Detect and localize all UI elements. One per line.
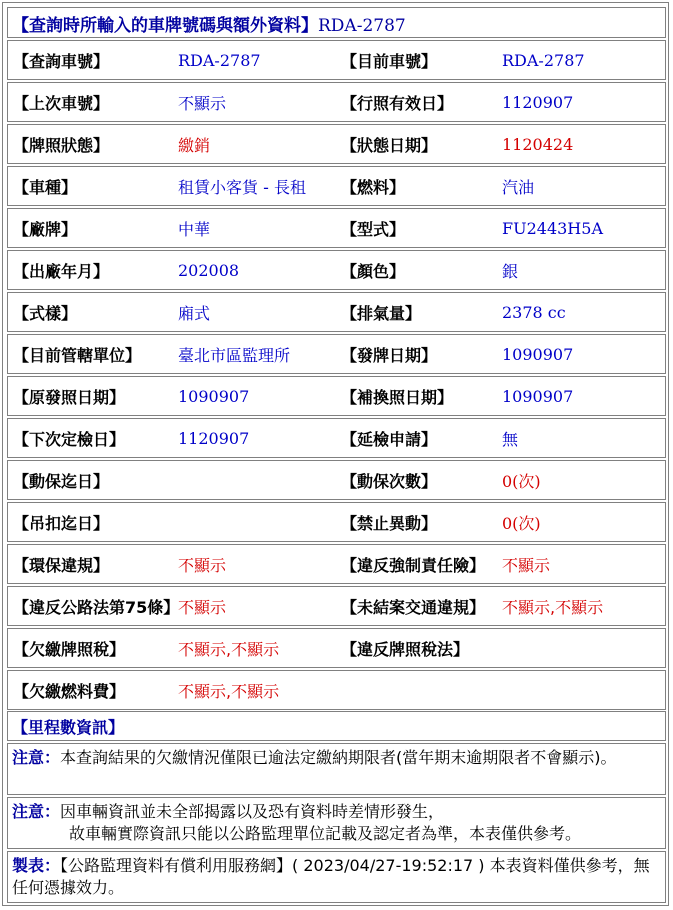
left-field-value: 廂式 <box>178 303 211 323</box>
right-field-label: 【型式】 <box>341 219 406 239</box>
table-row <box>7 208 666 248</box>
mileage-heading: 【里程數資訊】 <box>12 717 125 737</box>
table-row <box>7 376 666 416</box>
page-title-plate: RDA-2787 <box>318 16 406 36</box>
left-field-label: 【上次車號】 <box>13 93 110 113</box>
left-field-label: 【廠牌】 <box>13 219 78 239</box>
left-field-label: 【欠繳牌照稅】 <box>13 639 126 659</box>
right-field-value: 2378 cc <box>502 302 566 322</box>
right-field-value: 0(次) <box>502 513 541 533</box>
left-field-value: 不顯示,不顯示 <box>178 639 280 659</box>
left-field-label: 【目前管轄單位】 <box>13 345 142 365</box>
right-field-label: 【補換照日期】 <box>341 387 454 407</box>
right-field-label: 【狀態日期】 <box>341 135 438 155</box>
right-field-label: 【顏色】 <box>341 261 406 281</box>
left-field-value: 中華 <box>178 219 211 239</box>
note-prefix: 製表： <box>12 856 61 875</box>
right-field-value: 1120907 <box>502 92 574 112</box>
left-field-label: 【吊扣迄日】 <box>13 513 110 533</box>
left-field-label: 【違反公路法第75條】 <box>13 597 180 617</box>
right-field-value: 無 <box>502 429 519 449</box>
page-title-label: 【查詢時所輸入的車牌號碼與額外資料】 <box>12 16 318 36</box>
table-row <box>7 586 666 626</box>
note-disclaimer <box>7 797 666 849</box>
left-field-value: 1090907 <box>178 386 250 406</box>
table-row <box>7 82 666 122</box>
left-field-value: 202008 <box>178 260 240 280</box>
table-row <box>7 628 666 668</box>
table-row <box>7 418 666 458</box>
left-field-value: 臺北市區監理所 <box>178 345 291 365</box>
note-line-1: 因車輛資訊並未全部揭露以及恐有資料時差情形發生， <box>60 802 445 821</box>
table-row <box>7 124 666 164</box>
right-field-label: 【未結案交通違規】 <box>341 597 486 617</box>
note-prefix: 注意： <box>12 802 61 821</box>
right-field-value: 銀 <box>502 261 519 281</box>
right-field-label: 【延檢申請】 <box>341 429 438 449</box>
left-field-label: 【欠繳燃料費】 <box>13 681 126 701</box>
left-field-label: 【原發照日期】 <box>13 387 126 407</box>
left-field-value: 不顯示 <box>178 93 227 113</box>
table-row <box>7 670 666 710</box>
right-field-label: 【燃料】 <box>341 177 406 197</box>
table-row <box>7 502 666 542</box>
mileage-row <box>7 711 666 741</box>
left-field-label: 【出廠年月】 <box>13 261 110 281</box>
note-line-2: 故車輛實際資訊只能以公路監理單位記載及認定者為準，本表僅供參考。 <box>69 824 582 843</box>
left-field-label: 【環保違規】 <box>13 555 110 575</box>
right-field-value: 汽油 <box>502 177 535 197</box>
right-field-label: 【排氣量】 <box>341 303 422 323</box>
table-row <box>7 166 666 206</box>
left-field-value: 1120907 <box>178 428 250 448</box>
note-overdue-text <box>12 747 659 769</box>
note-disclaimer-text <box>12 801 659 845</box>
table-row <box>7 460 666 500</box>
left-field-value: 租賃小客貨 - 長租 <box>178 177 306 197</box>
table-row <box>7 250 666 290</box>
left-field-value: 繳銷 <box>178 135 211 155</box>
note-source-text <box>12 855 659 899</box>
right-field-label: 【禁止異動】 <box>341 513 438 533</box>
left-field-label: 【動保迄日】 <box>13 471 110 491</box>
right-field-label: 【行照有效日】 <box>341 93 454 113</box>
left-field-value: 不顯示 <box>178 597 227 617</box>
note-source <box>7 851 666 903</box>
right-field-label: 【動保次數】 <box>341 471 438 491</box>
title-row <box>7 7 666 38</box>
table-row <box>7 40 666 80</box>
right-field-label: 【違反強制責任險】 <box>341 555 486 575</box>
table-row <box>7 334 666 374</box>
page-title <box>12 11 406 36</box>
left-field-label: 【牌照狀態】 <box>13 135 110 155</box>
right-field-value: 0(次) <box>502 471 541 491</box>
right-field-value: 不顯示 <box>502 555 551 575</box>
left-field-value: RDA-2787 <box>178 50 261 70</box>
left-field-value: 不顯示,不顯示 <box>178 681 280 701</box>
note-body: 本查詢結果的欠繳情況僅限已逾法定繳納期限者(當年期末逾期限者不會顯示)。 <box>60 748 617 767</box>
note-prefix: 注意： <box>12 748 61 767</box>
right-field-value: 1120424 <box>502 134 574 154</box>
note-body: 【公路監理資料有償利用服務網】( 2023/04/27-19:52:17 ) 本表資料僅供參考，無任何憑據效力。 <box>12 856 650 897</box>
right-field-value: 1090907 <box>502 386 574 406</box>
left-field-label: 【下次定檢日】 <box>13 429 126 449</box>
left-field-label: 【式樣】 <box>13 303 78 323</box>
right-field-label: 【發牌日期】 <box>341 345 438 365</box>
right-field-label: 【違反牌照稅法】 <box>341 639 470 659</box>
right-field-value: 不顯示,不顯示 <box>502 597 604 617</box>
right-field-value: RDA-2787 <box>502 50 585 70</box>
left-field-label: 【車種】 <box>13 177 78 197</box>
left-field-label: 【查詢車號】 <box>13 51 110 71</box>
note-overdue <box>7 743 666 795</box>
right-field-label: 【目前車號】 <box>341 51 438 71</box>
table-row <box>7 292 666 332</box>
right-field-value: 1090907 <box>502 344 574 364</box>
left-field-value: 不顯示 <box>178 555 227 575</box>
table-row <box>7 544 666 584</box>
right-field-value: FU2443H5A <box>502 218 603 238</box>
